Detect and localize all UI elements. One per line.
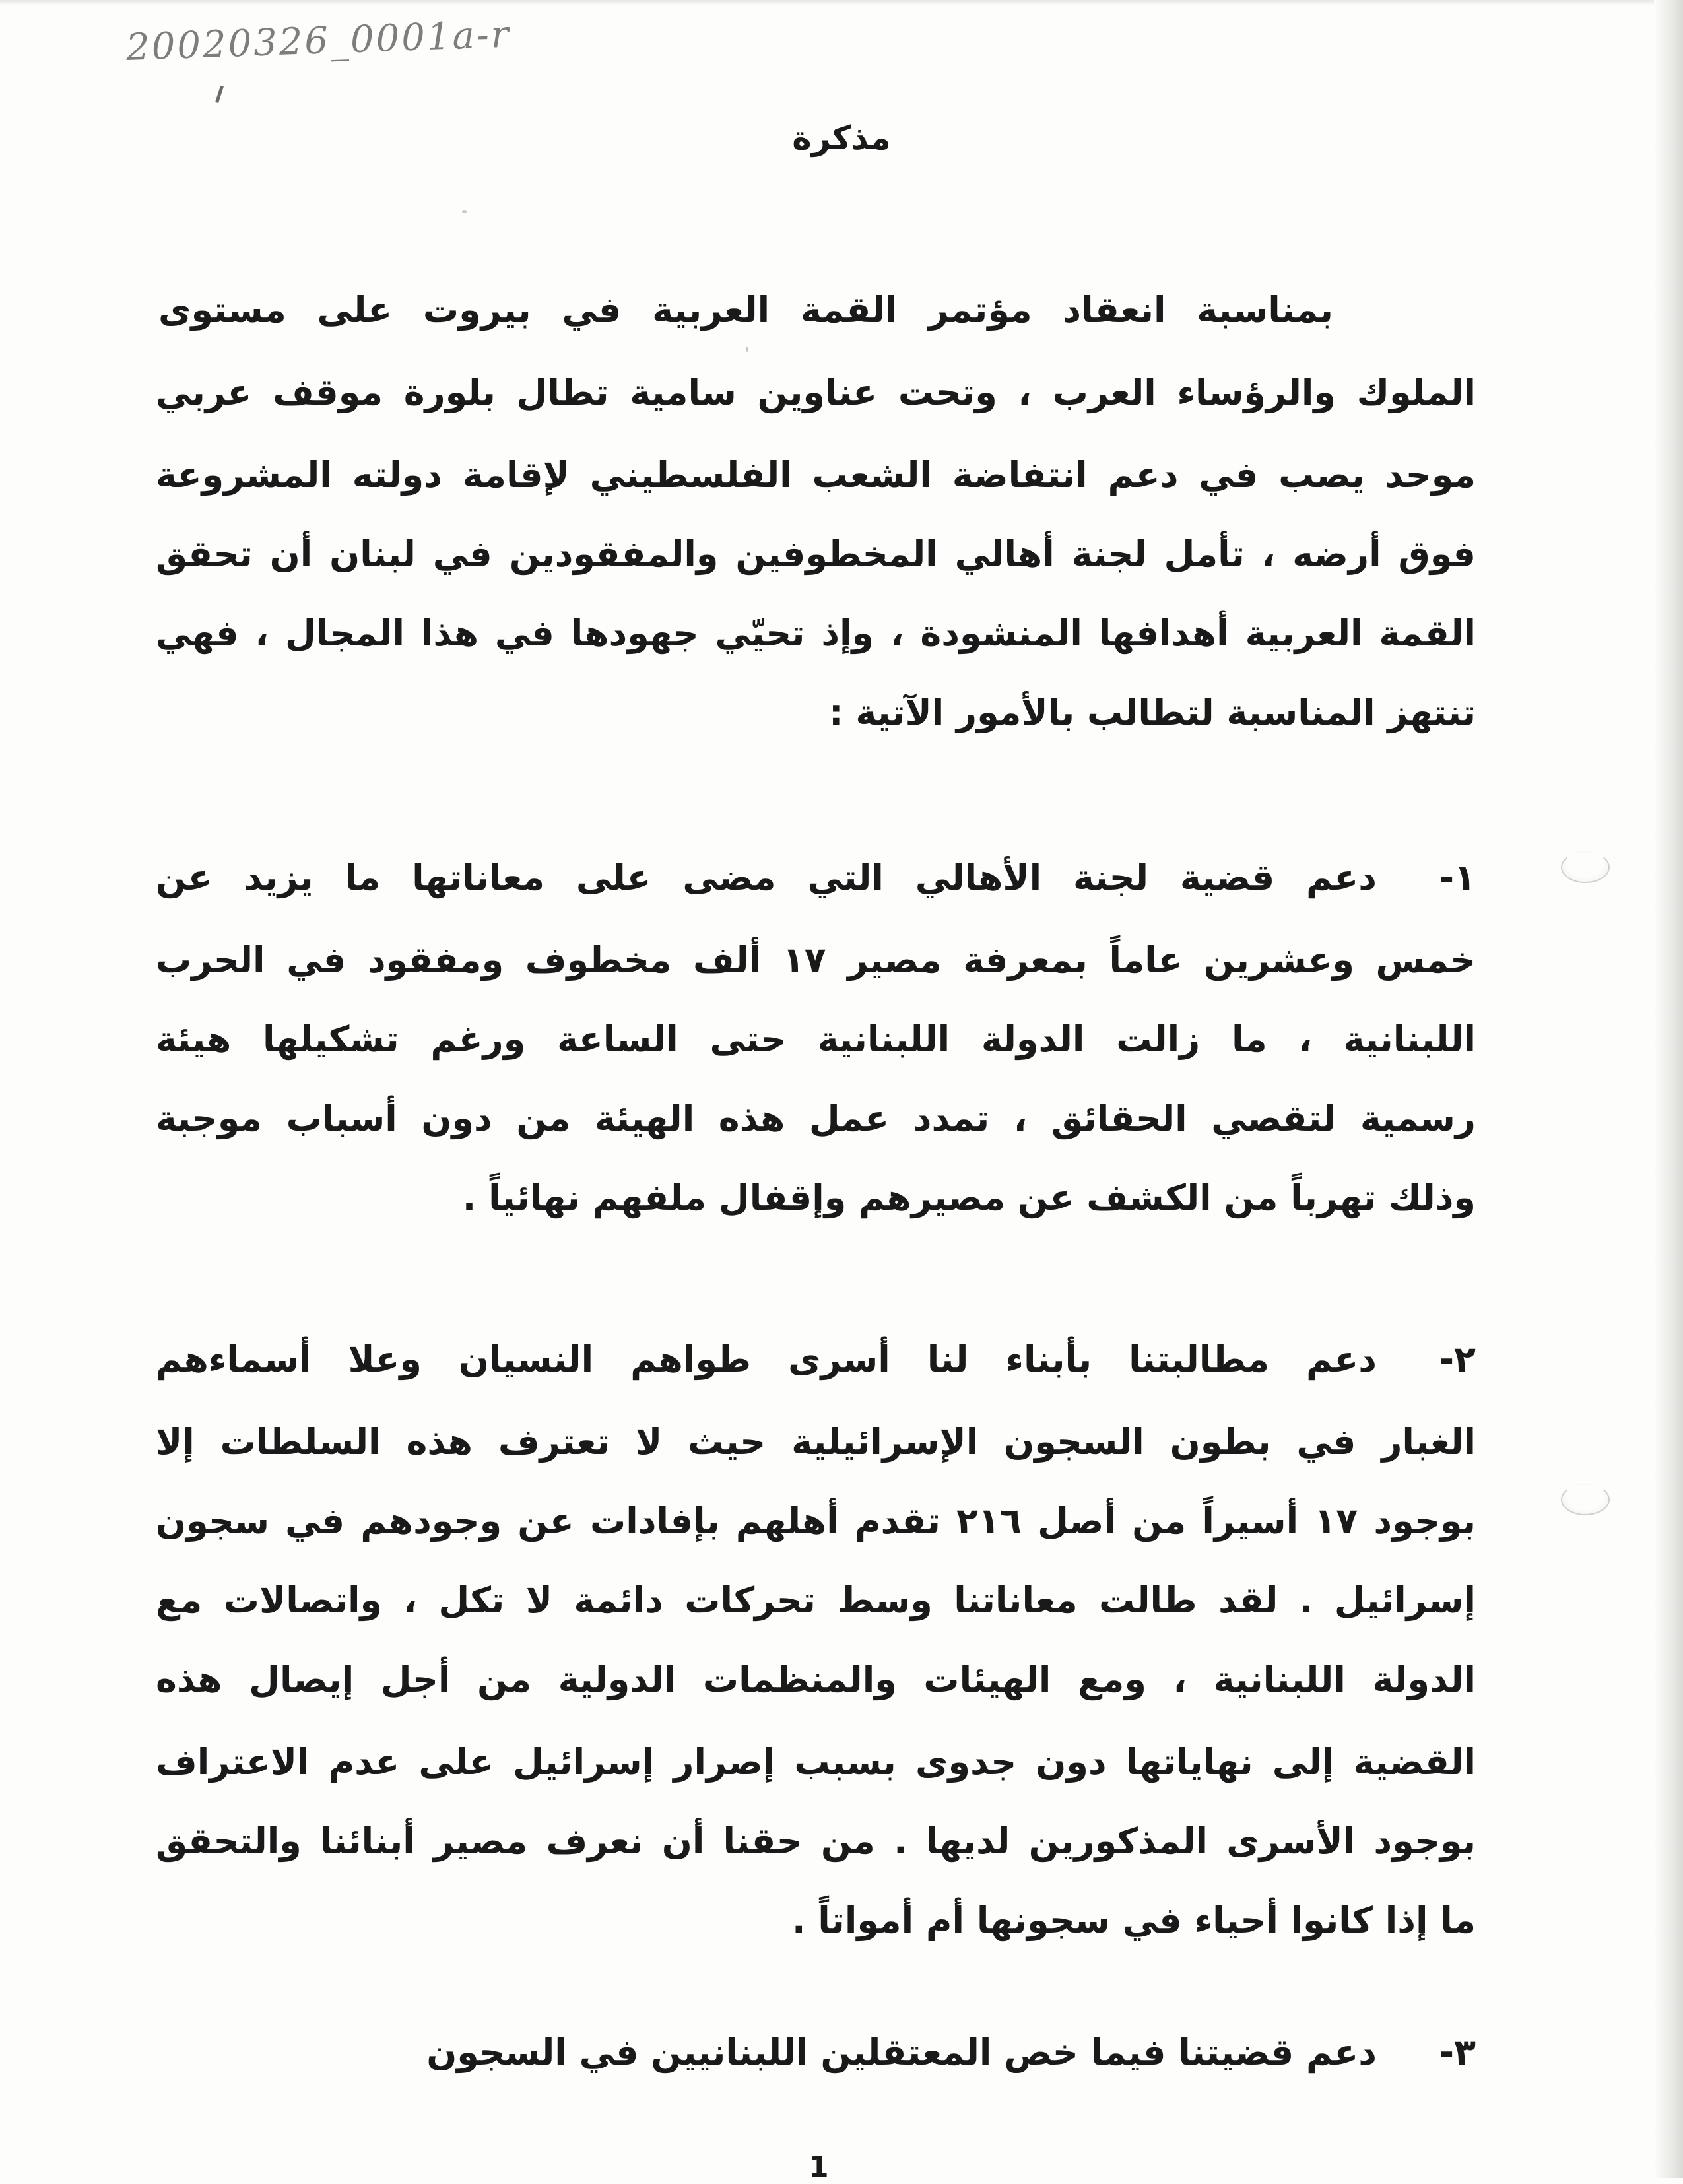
- item-number: ٣-: [1439, 2032, 1476, 2073]
- list-item-line: خمس وعشرين عاماً بمعرفة مصير ١٧ ألف مخطوف ومفقود في الحرب: [156, 939, 1476, 981]
- item-number: ١-: [1439, 857, 1476, 898]
- list-item-line: إسرائيل . لقد طالت معاناتنا وسط تحركات دائمة لا تكل ، واتصالات مع: [156, 1579, 1476, 1621]
- item-text: دعم مطالبتنا بأبناء لنا أسرى طواهم النسيان وعلا أسماءهم: [156, 1339, 1377, 1380]
- scan-edge-shadow: [1654, 0, 1683, 2178]
- list-item-first-line: [156, 851, 1476, 904]
- item-text: دعم قضية لجنة الأهالي التي مضى على معاناتها ما يزيد عن: [156, 857, 1377, 898]
- list-item-line: بوجود ١٧ أسيراً من أصل ٢١٦ تقدم أهلهم بإفادات عن وجودهم في سجون: [156, 1500, 1476, 1542]
- list-item-line: الدولة اللبنانية ، ومع الهيئات والمنظمات الدولية من أجل إيصال هذه: [156, 1659, 1476, 1700]
- intro-line: موحد يصب في دعم انتفاضة الشعب الفلسطيني لإقامة دولته المشروعة: [156, 454, 1476, 496]
- scan-speck: [746, 347, 748, 352]
- intro-line: فوق أرضه ، تأمل لجنة أهالي المخطوفين والمفقودين في لبنان أن تحقق: [156, 533, 1476, 575]
- intro-line: الملوك والرؤساء العرب ، وتحت عناوين سامية تطال بلورة موقف عربي: [156, 372, 1476, 413]
- item-number: ٢-: [1439, 1339, 1476, 1380]
- archive-id-handwritten: 20020326_0001a-r: [125, 13, 512, 69]
- list-item-first-line: [156, 1333, 1476, 1386]
- intro-line: تنتهز المناسبة لتطالب بالأمور الآتية :: [829, 692, 1476, 733]
- page-title: مذكرة: [792, 119, 891, 157]
- list-item-first-line: [156, 2026, 1476, 2079]
- scan-speck: [462, 210, 467, 213]
- page-top-edge: [0, 0, 1683, 5]
- page-number: 1: [808, 2150, 829, 2184]
- intro-line: القمة العربية أهدافها المنشودة ، وإذ تحيّي جهودها في هذا المجال ، فهي: [156, 612, 1476, 654]
- list-item-line: بوجود الأسرى المذكورين لديها . من حقنا أن نعرف مصير أبنائنا والتحقق: [156, 1820, 1476, 1862]
- list-item-line: الغبار في بطون السجون الإسرائيلية حيث لا تعترف هذه السلطات إلا: [156, 1421, 1476, 1463]
- punch-hole-upper: [1561, 851, 1610, 883]
- intro-line: بمناسبة انعقاد مؤتمر القمة العربية في بيروت على مستوى: [158, 289, 1333, 331]
- list-item-line: القضية إلى نهاياتها دون جدوى بسبب إصرار إسرائيل على عدم الاعتراف: [156, 1741, 1476, 1783]
- list-item-line: ما إذا كانوا أحياء في سجونها أم أمواتاً .: [791, 1900, 1476, 1941]
- list-item-line: وذلك تهرباً من الكشف عن مصيرهم وإقفال ملفهم نهائياً .: [462, 1177, 1476, 1218]
- item-text: دعم قضيتنا فيما خص المعتقلين اللبنانيين في السجون: [426, 2032, 1377, 2073]
- punch-hole-lower: [1561, 1484, 1610, 1515]
- handwritten-mark: [215, 86, 224, 103]
- list-item-line: رسمية لتقصي الحقائق ، تمدد عمل هذه الهيئة من دون أسباب موجبة: [156, 1098, 1476, 1139]
- list-item-line: اللبنانية ، ما زالت الدولة اللبنانية حتى الساعة ورغم تشكيلها هيئة: [156, 1018, 1476, 1060]
